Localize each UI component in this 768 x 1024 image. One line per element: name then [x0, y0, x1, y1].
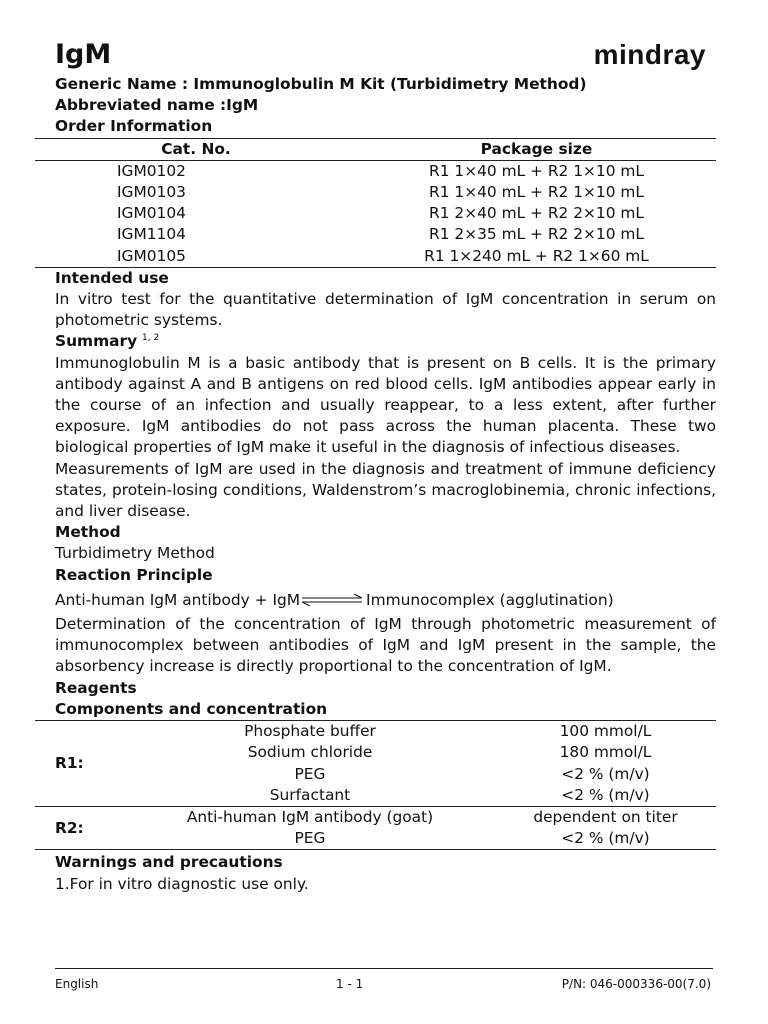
table-row [35, 224, 716, 245]
summary-paragraph: Immunoglobulin M is a basic antibody that is present on B cells. It is the primary antibody against A and B antigens on red blood cells. IgM antibodies appear early in the course of an infection and usually reappear, to a less extent, after further exposure. IgM antibodies do not pass across the human placenta. These two biological properties of IgM make it useful in the diagnosis of infectious diseases. [55, 353, 716, 457]
reagent-label-r1: R1: [55, 753, 84, 772]
components-heading: Components and concentration [55, 699, 328, 718]
summary-heading: Summary [55, 332, 138, 351]
component-name: Anti-human IgM antibody (goat) [186, 807, 434, 826]
footer-language: English [55, 977, 99, 991]
components-table [35, 720, 716, 850]
equation-products: Immunocomplex (agglutination) [366, 590, 614, 609]
table-row [35, 721, 716, 743]
summary-paragraph: Measurements of IgM are used in the diagnosis and treatment of immune deficiency states, protein-losing conditions, Waldenstrom’s macroglobinemia, chronic infections, and liver disease. [55, 459, 716, 521]
table-header-row [35, 138, 716, 160]
component-name: Surfactant [269, 785, 351, 804]
package-size-cell: R1 2×35 mL + R2 2×10 mL [429, 225, 644, 244]
summary-heading-line [55, 331, 716, 352]
column-header-cat-no: Cat. No. [35, 138, 357, 160]
summary-references: 1, 2 [142, 333, 160, 344]
page-footer [55, 968, 713, 991]
component-concentration: dependent on titer [533, 807, 678, 826]
package-size-cell: R1 1×40 mL + R2 1×10 mL [429, 161, 644, 180]
component-name: PEG [294, 764, 326, 783]
reagents-heading: Reagents [55, 678, 137, 697]
cat-no-cell: IGM0102 [117, 161, 186, 180]
component-concentration: <2 % (m/v) [561, 785, 650, 804]
footer-page-number: 1 - 1 [336, 977, 364, 991]
footer-part-number: P/N: 046-000336-00(7.0) [561, 977, 711, 991]
component-name: Phosphate buffer [244, 722, 376, 741]
column-header-package-size: Package size [357, 138, 716, 160]
table-row [35, 806, 716, 828]
abbreviated-name: Abbreviated name :IgM [55, 96, 259, 115]
cat-no-cell: IGM1104 [117, 225, 186, 244]
component-concentration: <2 % (m/v) [435, 828, 716, 850]
reaction-principle-heading: Reaction Principle [55, 565, 213, 584]
package-size-cell: R1 1×240 mL + R2 1×60 mL [424, 246, 649, 265]
component-concentration: 180 mmol/L [559, 743, 652, 762]
intended-use-heading: Intended use [55, 268, 169, 287]
table-row [35, 160, 716, 182]
equation-reactants: Anti-human IgM antibody + IgM [55, 590, 301, 609]
table-row [35, 246, 716, 268]
intended-use-text: In vitro test for the quantitative determination of IgM concentration in serum on photometric systems. [55, 290, 716, 330]
cat-no-cell: IGM0103 [117, 183, 186, 202]
table-row [35, 203, 716, 224]
warnings-heading: Warnings and precautions [55, 853, 283, 872]
warnings-item: 1.For in vitro diagnostic use only. [55, 874, 309, 893]
component-name: PEG [185, 828, 435, 850]
table-row [35, 182, 716, 203]
component-name: Sodium chloride [247, 743, 373, 762]
page-header [55, 38, 706, 74]
method-heading: Method [55, 523, 121, 542]
order-information-table [35, 138, 716, 268]
order-information-heading: Order Information [55, 117, 213, 136]
reaction-equation [55, 590, 716, 611]
generic-name: Generic Name : Immunoglobulin M Kit (Turbidimetry Method) [55, 75, 587, 93]
mindray-logo: mindray [593, 39, 706, 70]
package-size-cell: R1 1×40 mL + R2 1×10 mL [429, 183, 644, 202]
page-title: IgM [55, 39, 112, 70]
reaction-principle-text: Determination of the concentration of IgM through photometric measurement of immunocomplex between antibodies of IgM and IgM present in the sample, the absorbency increase is directly proportional to the concentration of IgM. [55, 615, 716, 676]
cat-no-cell: IGM0105 [117, 246, 186, 265]
method-text: Turbidimetry Method [55, 544, 215, 563]
document-body [55, 74, 716, 895]
package-size-cell: R1 2×40 mL + R2 2×10 mL [429, 204, 644, 223]
cat-no-cell: IGM0104 [117, 204, 186, 223]
component-concentration: <2 % (m/v) [561, 764, 650, 783]
reagent-label-r2: R2: [35, 806, 185, 849]
component-concentration: 100 mmol/L [559, 722, 652, 741]
equilibrium-arrows-icon [302, 593, 364, 607]
